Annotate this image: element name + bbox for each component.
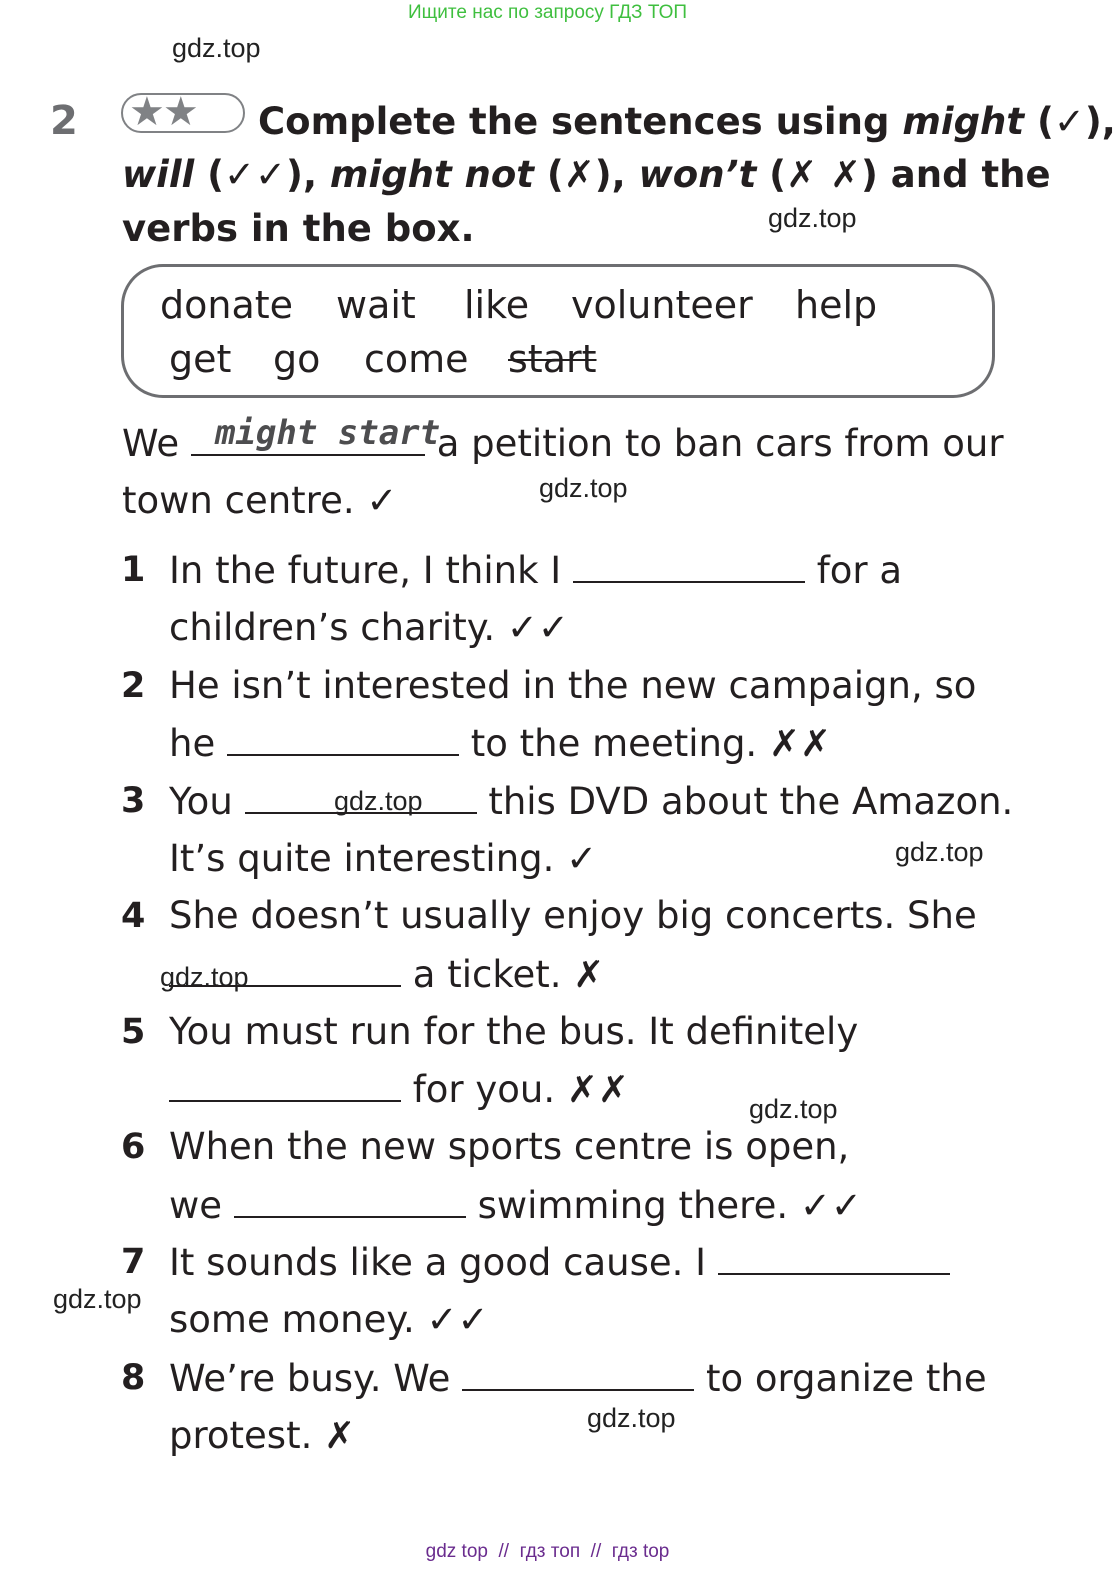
- instruction-line-1: Complete the sentences using might (✓),: [258, 100, 1116, 143]
- item-2-line-1: He isn’t interested in the new campaign, so: [169, 664, 977, 707]
- exercise-number: 2: [50, 98, 78, 144]
- footer-links[interactable]: gdz top // гдз топ // гдз top: [425, 1541, 670, 1562]
- watermark: gdz.top: [172, 33, 261, 63]
- answer-blank[interactable]: [718, 1243, 950, 1275]
- box-word: help: [795, 283, 878, 327]
- watermark: gdz.top: [53, 1284, 142, 1314]
- item-4-line-1: She doesn’t usually enjoy big concerts. She: [169, 894, 977, 937]
- top-banner: Ищите нас по запросу ГДЗ ТОП: [407, 2, 688, 23]
- item-number: 4: [121, 896, 146, 936]
- box-word: get: [169, 337, 232, 381]
- box-word: like: [464, 283, 530, 327]
- example-answer-blank: [191, 413, 441, 456]
- item-4-line-2: a ticket. ✗: [169, 955, 604, 993]
- item-6-line-2: we swimming there. ✓✓: [169, 1184, 862, 1227]
- answer-blank[interactable]: [573, 551, 805, 583]
- item-number: 6: [121, 1127, 146, 1167]
- watermark: gdz.top: [539, 473, 628, 503]
- box-word: come: [364, 337, 469, 381]
- example-answer: might start: [214, 413, 441, 453]
- instruction-line-3: verbs in the box.: [122, 207, 475, 250]
- item-3-line-1: You this DVD about the Amazon.: [169, 780, 1014, 823]
- watermark: gdz.top: [895, 837, 984, 867]
- box-word: wait: [336, 283, 416, 327]
- item-1-line-1: In the future, I think I for a: [169, 549, 903, 592]
- example-line-1: We might start a petition to ban cars from our: [122, 413, 1004, 465]
- item-2-line-2: he to the meeting. ✗✗: [169, 722, 831, 765]
- item-7-line-2: some money. ✓✓: [169, 1298, 489, 1341]
- answer-blank[interactable]: [227, 724, 459, 756]
- item-5-line-2: for you. ✗✗: [169, 1070, 629, 1108]
- item-8-line-2: protest. ✗: [169, 1414, 356, 1457]
- watermark: gdz.top: [334, 786, 423, 816]
- item-number: 3: [121, 781, 146, 821]
- item-1-line-2: children’s charity. ✓✓: [169, 606, 569, 649]
- item-number: 2: [121, 666, 146, 706]
- answer-blank[interactable]: [169, 1070, 401, 1102]
- box-word: volunteer: [571, 283, 753, 327]
- item-7-line-1: It sounds like a good cause. I: [169, 1243, 950, 1281]
- difficulty-stars: ★★: [121, 93, 245, 133]
- watermark: gdz.top: [768, 203, 857, 233]
- answer-blank[interactable]: [245, 782, 477, 814]
- answer-blank[interactable]: [169, 955, 401, 987]
- item-6-line-1: When the new sports centre is open,: [169, 1125, 850, 1168]
- box-word-crossed-out: start: [508, 337, 597, 381]
- example-line-2: town centre. ✓: [122, 479, 398, 522]
- item-number: 1: [121, 550, 146, 590]
- answer-blank[interactable]: [234, 1186, 466, 1218]
- item-8-line-1: We’re busy. We to organize the: [169, 1357, 987, 1400]
- item-5-line-1: You must run for the bus. It definitely: [169, 1010, 859, 1053]
- answer-blank[interactable]: [462, 1359, 694, 1391]
- instruction-line-2: will (✓✓), might not (✗), won’t (✗ ✗) and the: [122, 153, 1051, 196]
- item-number: 8: [121, 1358, 146, 1398]
- watermark: gdz.top: [160, 962, 249, 992]
- item-3-line-2: It’s quite interesting. ✓: [169, 837, 598, 880]
- item-number: 7: [121, 1242, 146, 1282]
- box-word: donate: [160, 283, 294, 327]
- box-word: go: [273, 337, 321, 381]
- watermark: gdz.top: [749, 1094, 838, 1124]
- watermark: gdz.top: [587, 1403, 676, 1433]
- item-number: 5: [121, 1012, 146, 1052]
